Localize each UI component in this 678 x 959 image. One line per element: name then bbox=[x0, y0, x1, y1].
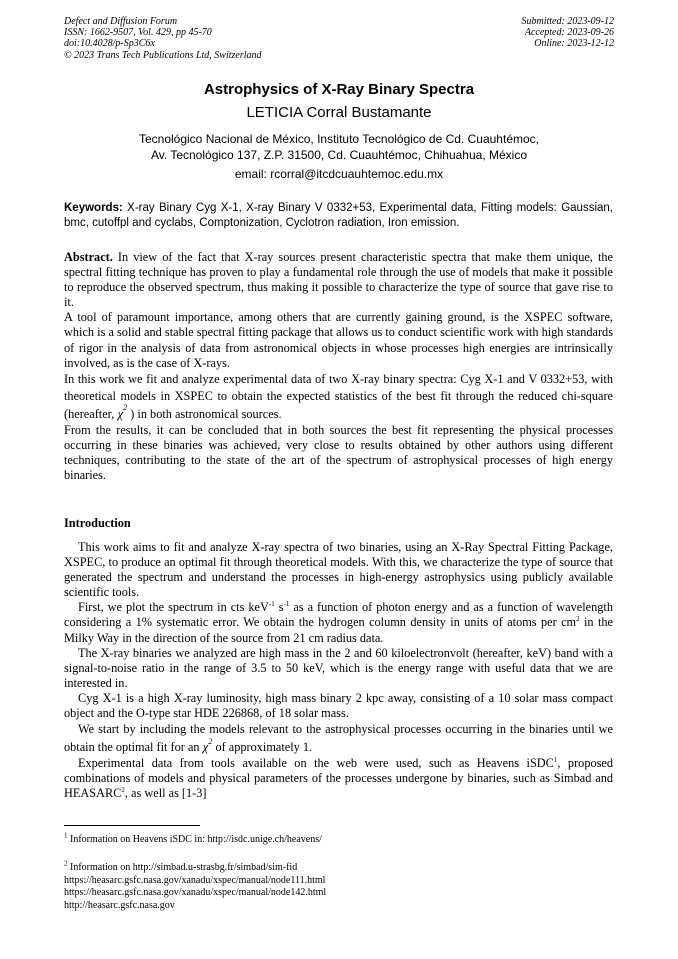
paper-title: Astrophysics of X-Ray Binary Spectra bbox=[203, 81, 475, 98]
abstract-paragraph-1: Abstract. In view of the fact that X-ray sources present characteristic spectra that make them unique, the spectral fitting technique has proven to play a fundamental role through the use of models that make it possible to reproduce the observed spectrum, thus making it possible to characterize the type of source that gave rise to it. bbox=[64, 250, 613, 310]
keywords bbox=[64, 201, 613, 231]
journal-copyright: © 2023 Trans Tech Publications Ltd, Switzerland bbox=[64, 49, 262, 61]
footnote-ref-2[interactable]: 2 bbox=[121, 786, 125, 795]
footnote-2-link-3[interactable]: https://heasarc.gsfc.nasa.gov/xanadu/xspec/manual/node142.html bbox=[64, 887, 327, 899]
chi-square-symbol: $\chi^2$ bbox=[117, 403, 128, 421]
introduction-heading: Introduction bbox=[64, 516, 131, 530]
abstract-paragraph-3: In this work we fit and analyze experimental data of two X-ray binary spectra: Cyg X-1 and V 0332+53, with theoretical models in XSPEC to obtain the expected statistics of the best fit through the reduced chi-square (hereafter, $\chi^2$ ) in both astronomical sources. bbox=[64, 371, 613, 421]
author-name: LETICIA Corral Bustamante bbox=[246, 104, 432, 121]
intro-paragraph-6: Experimental data from tools available on the web were used, such as Heavens iSDC$^1$, proposed combinations of models and physical parameters of the processes undergone by binaries, such as Simbad and HEASARC$^2$, as well as [1-3] bbox=[64, 756, 614, 801]
footnote-2: $^2$ Information on http://simbad.u-strasbg.fr/simbad/sim-fid https://heasarc.gsfc.nasa.gov/xanadu/xspec/manual/node111.html https://heasarc.gsfc.nasa.gov/xanadu/xspec/manual/node142.html http://heasarc.gsfc.nasa.gov bbox=[64, 862, 613, 912]
intro-paragraph-3: The X-ray binaries we analyzed are high mass in the 2 and 60 kiloelectronvolt (hereafter, keV) band with a signal-to-noise ratio in the range of 3.5 to 50 keV, which is the energy range with useful data that we are interested in. bbox=[64, 645, 613, 690]
footnote-ref-1[interactable]: 1 bbox=[553, 756, 558, 765]
abstract-paragraph-4: From the results, it can be concluded that in both sources the best fit representing the physical processes occurring in these binaries was achieved, very close to results obtained by other authors using different techniques, contributing to the state of the art of the spectrum of astrophysical processes of high energy binaries. bbox=[64, 422, 613, 483]
affiliation-line-1: Tecnológico Nacional de México, Instituto Tecnológico de Cd. Cuauhtémoc, bbox=[138, 132, 539, 146]
footnote-1-text[interactable]: Information on Heavens iSDC in: http://isdc.unige.ch/heavens/ bbox=[67, 834, 322, 845]
accepted-date: Accepted: 2023-09-26 bbox=[524, 27, 614, 39]
abstract bbox=[64, 250, 613, 483]
chi-square-symbol: $\chi^2$ bbox=[202, 736, 213, 755]
affiliation-line-2: Av. Tecnológico 137, Z.P. 31500, Cd. Cuauhtémoc, Chihuahua, México bbox=[150, 147, 527, 162]
submitted-date: Submitted: 2023-09-12 bbox=[521, 16, 614, 27]
keywords-text: X-ray Binary Cyg X-1, X-ray Binary V 0332+53, Experimental data, Fitting models: Gaussian, bmc, cutoffpl and cyclabs, Comptonization, Cyclotron radiation, Iron emission. bbox=[64, 202, 613, 229]
keywords-label: Keywords: bbox=[64, 202, 123, 214]
journal-doi: doi:10.4028/p-Sp3C6x bbox=[64, 38, 155, 50]
affiliation bbox=[0, 132, 678, 163]
abstract-label: Abstract. bbox=[64, 250, 113, 264]
intro-paragraph-4: Cyg X-1 is a high X-ray luminosity, high mass binary 2 kpc away, consisting of a 10 solar mass compact object and the O-type star HDE 226868, of 18 solar mass. bbox=[64, 690, 613, 721]
dates-header bbox=[522, 16, 615, 50]
journal-header bbox=[64, 16, 262, 61]
intro-paragraph-1: This work aims to fit and analyze X-ray spectra of two binaries, using an X-Ray Spectral Fitting Package, XSPEC, to produce an optimal fit through theoretical models. With this, we characterize the type of source that generated the spectrum and understand the processes in high-energy astrophysics using publicly available scientific tools. bbox=[64, 540, 613, 600]
footnote-2-link-2[interactable]: https://heasarc.gsfc.nasa.gov/xanadu/xspec/manual/node111.html bbox=[64, 874, 326, 886]
intro-paragraph-2: First, we plot the spectrum in cts keV$^{-1}$ $s^{-1}$ as a function of photon energy and as a function of wavelength considering a 1% systematic error. We obtain the hydrogen column density in units of atoms per $cm^2$ in the Milky Way in the direction of the source from 21 cm radius data. bbox=[64, 600, 613, 645]
footnote-1: $^1$ Information on Heavens iSDC in: http://isdc.unige.ch/heavens/ bbox=[64, 831, 322, 845]
footnote-2-text[interactable]: Information on http://simbad.u-strasbg.fr/simbad/sim-fid bbox=[67, 862, 298, 873]
footnote-divider bbox=[64, 825, 200, 826]
journal-name: Defect and Diffusion Forum bbox=[64, 16, 178, 27]
author-email: email: rcorral@itcdcuauhtemoc.edu.mx bbox=[234, 167, 444, 181]
online-date: Online: 2023-12-12 bbox=[534, 38, 614, 50]
introduction-body bbox=[64, 540, 613, 801]
intro-paragraph-5: We start by including the models relevant to the astrophysical processes occurring in the binaries until we obtain the optimal fit for an $\chi^2$ of approximately 1. bbox=[64, 722, 613, 755]
journal-issn: ISSN: 1662-9507, Vol. 429, pp 45-70 bbox=[64, 27, 212, 39]
footnote-2-link-4[interactable]: http://heasarc.gsfc.nasa.gov bbox=[64, 899, 175, 911]
abstract-paragraph-2: A tool of paramount importance, among others that are currently gaining ground, is the XSPEC software, which is a solid and stable spectral fitting package that allows us to conduct scientific work with high standards of rigor in the analysis of data from astronomical objects in whose processes high energies are intrinsically involved, as is the case of X-rays. bbox=[64, 310, 613, 370]
